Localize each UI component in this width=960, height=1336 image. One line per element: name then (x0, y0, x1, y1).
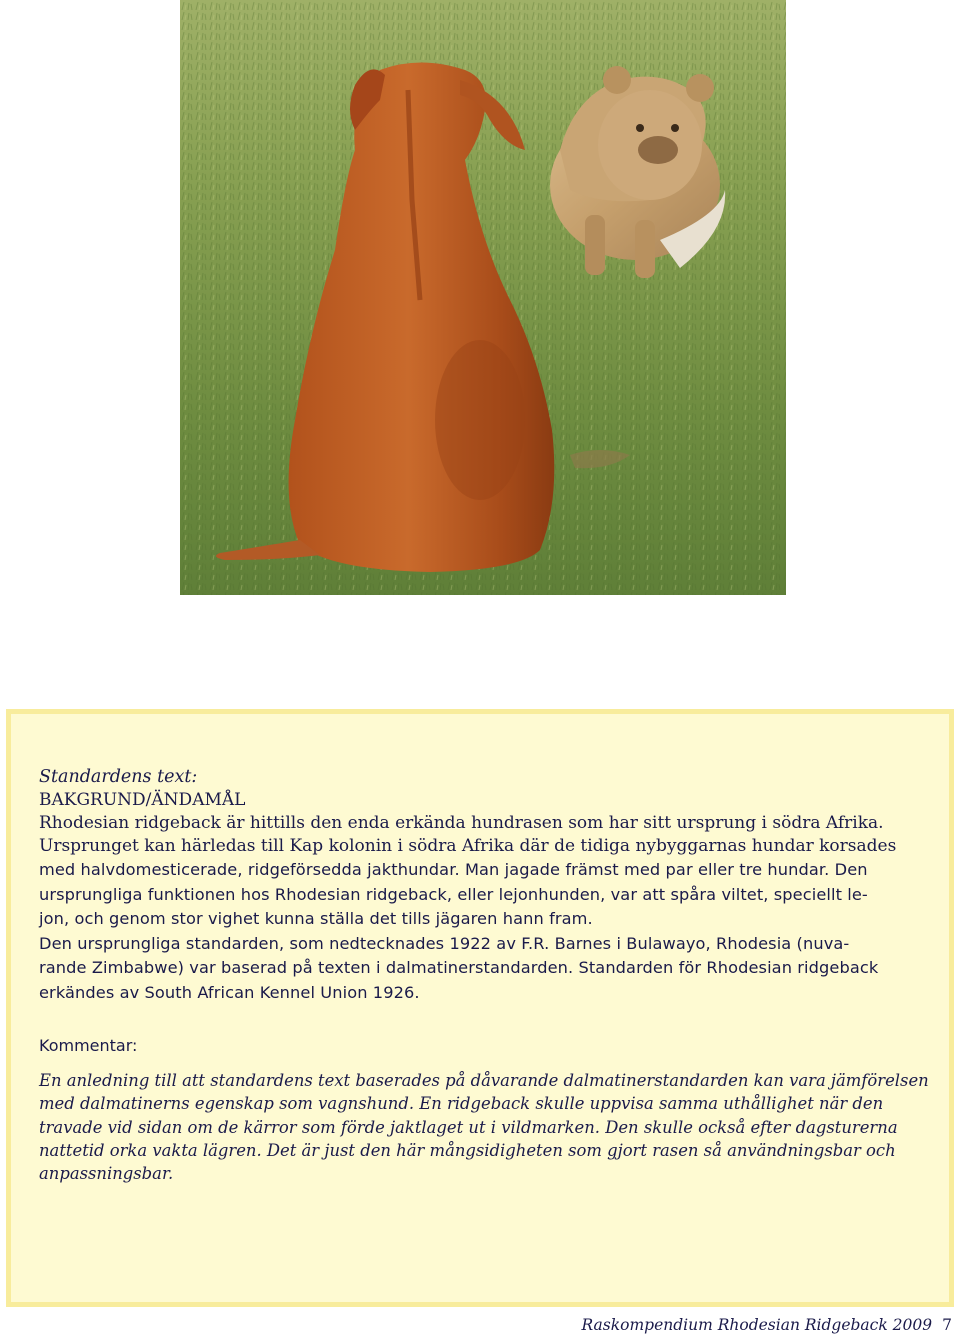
comment-line: med dalmatinerns egenskap som vagnshund. En ridgeback skulle uppvisa samma uthållighet när den (39, 1094, 884, 1114)
standard-content (39, 766, 939, 1185)
photo-illustration (180, 0, 786, 595)
comment-line: anpassningsbar. (39, 1164, 174, 1184)
comment-line: travade vid sidan om de kärror som förde jaktlaget ut i vildmarken. Den skulle också efter dagsturerna (39, 1117, 898, 1137)
standard-sans-line: rande Zimbabwe) var baserad på texten i dalmatinerstandarden. Standarden för Rhodesian ridgeback (39, 958, 879, 977)
standard-sans-line: med halvdomesticerade, ridgeförsedda jakthundar. Man jagade främst med par eller tre hundar. Den (39, 860, 868, 879)
footer-title: Raskompendium Rhodesian Ridgeback 2009 (581, 1316, 933, 1334)
comment-body (39, 1069, 939, 1185)
comment-line: En anledning till att standardens text baserades på dåvarande dalmatinerstandarden kan vara jämförelsen (39, 1071, 929, 1090)
comment-line: nattetid orka vakta lägren. Det är just den här mångsidigheten som gjort rasen så användningsbar och (39, 1140, 896, 1160)
standard-text-box (6, 709, 954, 1307)
standard-sans-line: erkändes av South African Kennel Union 1926. (39, 982, 420, 1002)
standard-sans-line: ursprungliga funktionen hos Rhodesian ridgeback, eller lejonhunden, var att spåra viltet, speciellt le- (39, 884, 868, 904)
page-footer (582, 1315, 952, 1335)
comment-heading: Kommentar: (39, 1036, 138, 1055)
standard-serif-line: Ursprunget kan härledas till Kap kolonin i södra Afrika där de tidiga nybyggarnas hundar korsades (39, 836, 897, 856)
page-number: 7 (942, 1316, 952, 1334)
standard-serif-line: Rhodesian ridgeback är hittills den enda erkända hundrasen som har sitt ursprung i södra Afrika. (39, 813, 884, 833)
standard-heading: Standardens text: (39, 767, 198, 787)
standard-section-title: BAKGRUND/ÄNDAMÅL (39, 790, 246, 810)
standard-sans-line: Den ursprungliga standarden, som nedtecknades 1922 av F.R. Barnes i Bulawayo, Rhodesia (nuva- (39, 933, 850, 953)
photo-dog-and-lion-cub (180, 0, 786, 595)
standard-sans-line: jon, och genom stor vighet kunna ställa det tills jägaren hann fram. (39, 909, 593, 928)
